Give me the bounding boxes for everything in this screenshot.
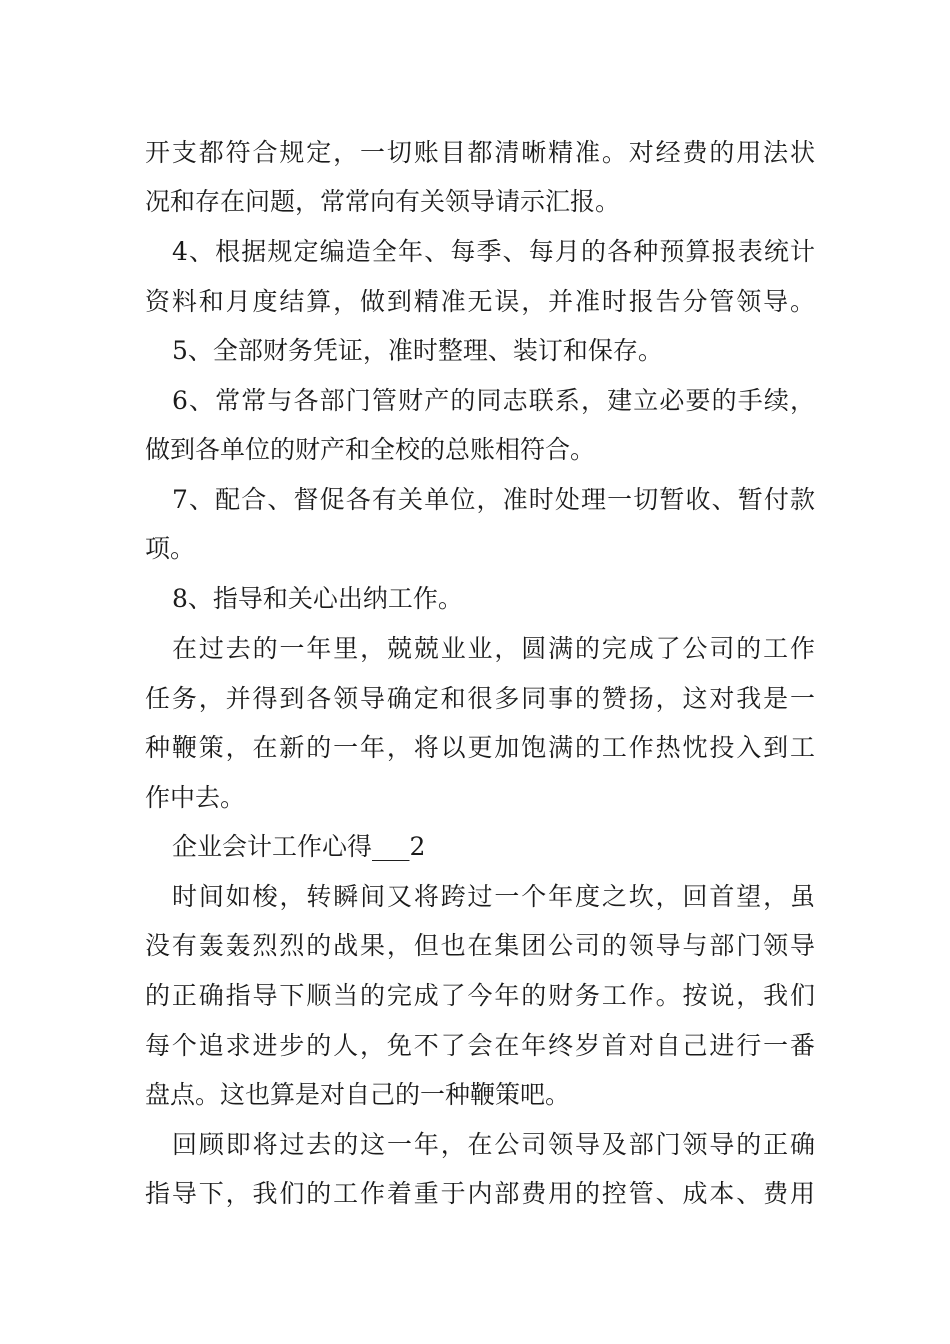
text-line: 5、全部财务凭证，准时整理、装订和保存。: [172, 336, 663, 365]
text-line: 时间如梭，转瞬间又将跨过一个年度之坎，回首望，虽: [172, 882, 815, 911]
text-line: 做到各单位的财产和全校的总账相符合。: [145, 435, 596, 464]
text-line: 资料和月度结算，做到精准无误，并准时报告分管领导。: [145, 287, 815, 316]
text-line: 指导下，我们的工作着重于内部费用的控管、成本、费用: [145, 1179, 815, 1208]
text-line: 7、配合、督促各有关单位，准时处理一切暂收、暂付款: [172, 485, 815, 514]
text-line: 开支都符合规定，一切账目都清晰精准。对经费的用法状: [145, 138, 815, 167]
section-heading: 企业会计工作心得___2: [172, 832, 426, 861]
text-line: 回顾即将过去的这一年，在公司领导及部门领导的正确: [172, 1130, 815, 1159]
text-line: 没有轰轰烈烈的战果，但也在集团公司的领导与部门领导: [145, 931, 815, 960]
text-line: 任务，并得到各领导确定和很多同事的赞扬，这对我是一: [145, 684, 815, 713]
text-line: 每个追求进步的人，免不了会在年终岁首对自己进行一番: [145, 1031, 815, 1060]
text-line: 种鞭策，在新的一年，将以更加饱满的工作热忱投入到工: [145, 733, 815, 762]
text-line: 项。: [145, 534, 196, 563]
text-line: 8、指导和关心出纳工作。: [172, 584, 463, 613]
text-line: 6、常常与各部门管财产的同志联系，建立必要的手续，: [172, 386, 815, 415]
text-line: 作中去。: [145, 783, 246, 812]
text-line: 在过去的一年里，兢兢业业，圆满的完成了公司的工作: [172, 634, 815, 663]
text-line: 盘点。这也算是对自己的一种鞭策吧。: [145, 1080, 571, 1109]
text-line: 的正确指导下顺当的完成了今年的财务工作。按说，我们: [145, 981, 815, 1010]
text-line: 况和存在问题，常常向有关领导请示汇报。: [145, 187, 621, 216]
text-line: 4、根据规定编造全年、每季、每月的各种预算报表统计: [172, 237, 815, 266]
